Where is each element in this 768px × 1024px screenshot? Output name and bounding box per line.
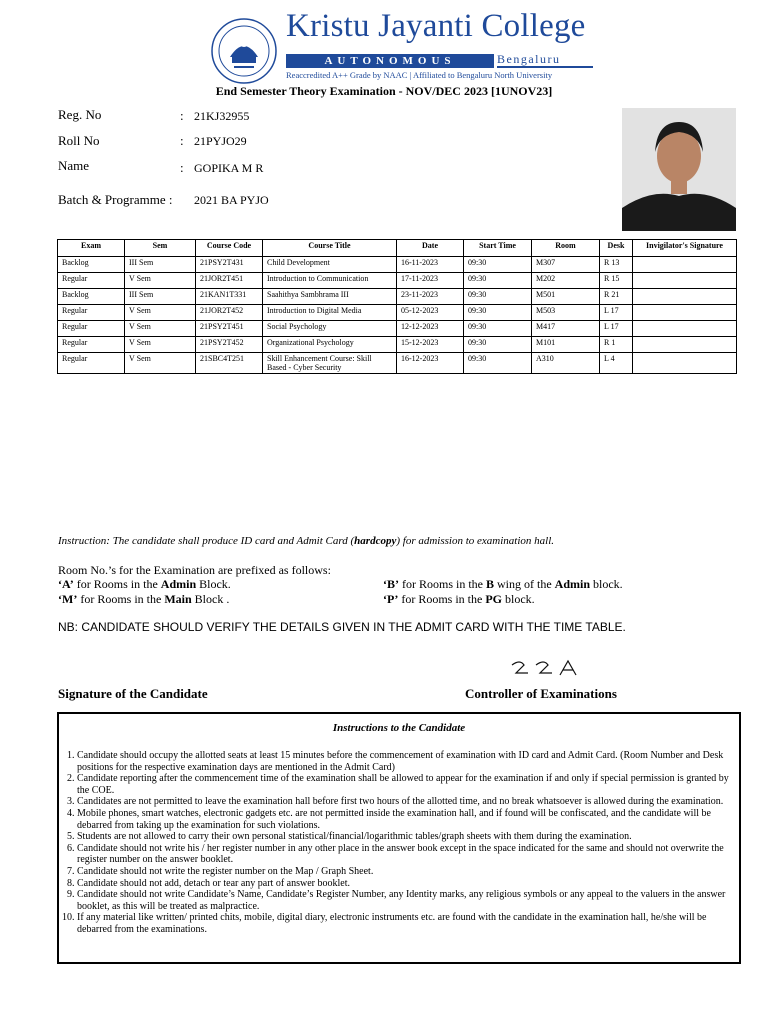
candidate-photo — [622, 108, 736, 231]
cell-course-title: Organizational Psychology — [263, 337, 397, 353]
room-text: block. — [502, 592, 535, 606]
candidate-signature-label: Signature of the Candidate — [58, 686, 208, 701]
exam-title: End Semester Theory Examination - NOV/DEC 2023 [1UNOV23] — [215, 84, 553, 98]
cell-invigilator-signature — [633, 305, 737, 321]
reg-no-value: 21KJ32955 — [194, 109, 250, 123]
exam-timetable — [57, 239, 737, 374]
table-row — [58, 273, 737, 289]
cell-exam: Regular — [58, 305, 125, 321]
cell-course-title: Saahithya Sambhrama III — [263, 289, 397, 305]
city-underline — [497, 66, 593, 68]
instruction-suffix: ) for admission to examination hall. — [396, 535, 555, 547]
cell-sem: III Sem — [125, 257, 196, 273]
cell-course-code: 21JOR2T451 — [196, 273, 263, 289]
col-room: Room — [532, 240, 600, 257]
controller-signature-label: Controller of Examinations — [465, 686, 617, 701]
instruction-prefix: Instruction: The candidate shall produce ID card and Admit Card ( — [58, 535, 355, 547]
cell-invigilator-signature — [633, 289, 737, 305]
admission-instruction — [58, 535, 554, 547]
cell-room: M101 — [532, 337, 600, 353]
cell-date: 17-11-2023 — [397, 273, 464, 289]
batch-value: 2021 BA PYJO — [194, 193, 269, 207]
table-row — [58, 321, 737, 337]
cell-date: 16-12-2023 — [397, 353, 464, 374]
instructions-title: Instructions to the Candidate — [332, 722, 466, 734]
cell-exam: Backlog — [58, 289, 125, 305]
cell-room: A310 — [532, 353, 600, 374]
list-item: 1. Candidate should occupy the allotted seats at least 15 minutes before the commencement of examination with ID card and Admit Card. (Room Number and Desk positions for the respective examination days are mentioned in the Admit Card) — [77, 750, 729, 773]
cell-course-title: Skill Enhancement Course: Skill Based - Cyber Security — [263, 353, 397, 374]
verification-note: NB: CANDIDATE SHOULD VERIFY THE DETAILS GIVEN IN THE ADMIT CARD WITH THE TIME TABLE. — [58, 620, 626, 634]
cell-course-code: 21PSY2T452 — [196, 337, 263, 353]
cell-course-title: Social Psychology — [263, 321, 397, 337]
list-item: 2. Candidate reporting after the commencement time of the examination shall be allowed to appear for the examination if and only if special permission is granted by the COE. — [77, 773, 729, 796]
room-block-name: PG — [485, 592, 502, 606]
cell-invigilator-signature — [633, 353, 737, 374]
col-course-code: Course Code — [196, 240, 263, 257]
cell-desk: R 1 — [600, 337, 633, 353]
table-row — [58, 305, 737, 321]
table-row — [58, 353, 737, 374]
cell-start-time: 09:30 — [464, 257, 532, 273]
controller-signature-mark — [508, 655, 588, 683]
cell-desk: L 17 — [600, 305, 633, 321]
cell-room: M501 — [532, 289, 600, 305]
cell-exam: Backlog — [58, 257, 125, 273]
name-label: Name — [58, 158, 90, 173]
cell-sem: V Sem — [125, 305, 196, 321]
room-text: block. — [590, 577, 623, 591]
cell-start-time: 09:30 — [464, 353, 532, 374]
cell-invigilator-signature — [633, 337, 737, 353]
col-sem: Sem — [125, 240, 196, 257]
batch-label: Batch & Programme : — [58, 192, 173, 207]
cell-course-code: 21SBC4T251 — [196, 353, 263, 374]
cell-sem: V Sem — [125, 353, 196, 374]
list-item: 7. Candidate should not write the register number on the Map / Graph Sheet. — [77, 866, 729, 878]
roll-no-colon: : — [180, 133, 184, 148]
list-item: 6. Candidate should not write his / her register number in any other place in the answer book except in the space indicated for the same and should not overwrite the register number on the answer booklet. — [77, 843, 729, 866]
cell-sem: III Sem — [125, 289, 196, 305]
cell-start-time: 09:30 — [464, 273, 532, 289]
list-item: 8. Candidate should not add, detach or tear any part of answer booklet. — [77, 878, 729, 890]
cell-desk: R 13 — [600, 257, 633, 273]
cell-exam: Regular — [58, 321, 125, 337]
cell-start-time: 09:30 — [464, 305, 532, 321]
name-value: GOPIKA M R — [194, 161, 264, 175]
room-wing-name: B — [486, 577, 495, 591]
cell-course-code: 21PSY2T431 — [196, 257, 263, 273]
cell-room: M417 — [532, 321, 600, 337]
room-code-p: ‘P’ — [383, 592, 399, 606]
cell-course-code: 21JOR2T452 — [196, 305, 263, 321]
reg-no-label: Reg. No — [58, 107, 102, 122]
table-row — [58, 289, 737, 305]
list-item: 10. If any material like written/ printed chits, mobile, digital diary, electronic instruments etc. are found with the candidate in the examination hall, he/she will be debarred from the examinations. — [77, 912, 729, 935]
list-item: 3. Candidates are not permitted to leave the examination hall before first two hours of the allotted time, and no break whatsoever is allowed during the examination. — [77, 796, 729, 808]
cell-start-time: 09:30 — [464, 321, 532, 337]
cell-date: 15-12-2023 — [397, 337, 464, 353]
room-text: for Rooms in the — [398, 592, 486, 606]
cell-course-title: Child Development — [263, 257, 397, 273]
room-prefix-p — [383, 592, 535, 607]
col-exam: Exam — [58, 240, 125, 257]
room-block-name: Main — [164, 592, 192, 606]
roll-no-value: 21PYJO29 — [194, 134, 247, 148]
cell-desk: L 4 — [600, 353, 633, 374]
cell-exam: Regular — [58, 337, 125, 353]
list-item: 4. Mobile phones, smart watches, electronic gadgets etc. are not permitted inside the examination hall, and if found will be confiscated, and the candidate will be debarred from taking up the examination for such violations. — [77, 808, 729, 831]
cell-start-time: 09:30 — [464, 289, 532, 305]
cell-desk: L 17 — [600, 321, 633, 337]
cell-date: 05-12-2023 — [397, 305, 464, 321]
cell-desk: R 21 — [600, 289, 633, 305]
col-invigilator-signature: Invigilator's Signature — [633, 240, 737, 257]
table-row — [58, 337, 737, 353]
table-row — [58, 257, 737, 273]
list-item: 5. Students are not allowed to carry their own personal statistical/financial/logarithmic tables/graph sheets with them during the examination. — [77, 831, 729, 843]
room-code-a: ‘A’ — [58, 577, 74, 591]
room-block-name: Admin — [554, 577, 591, 591]
col-desk: Desk — [600, 240, 633, 257]
cell-room: M202 — [532, 273, 600, 289]
rooms-intro: Room No.’s for the Examination are prefixed as follows: — [58, 563, 331, 577]
cell-sem: V Sem — [125, 321, 196, 337]
autonomous-banner: AUTONOMOUS — [286, 54, 494, 68]
accreditation-line: Reaccredited A++ Grade by NAAC | Affiliated to Bengaluru North University — [286, 70, 553, 80]
cell-course-title: Introduction to Communication — [263, 273, 397, 289]
timetable-header-row — [58, 240, 737, 257]
cell-desk: R 15 — [600, 273, 633, 289]
room-block-name: Admin — [160, 577, 197, 591]
cell-date: 12-12-2023 — [397, 321, 464, 337]
cell-date: 23-11-2023 — [397, 289, 464, 305]
cell-room: M307 — [532, 257, 600, 273]
cell-date: 16-11-2023 — [397, 257, 464, 273]
cell-invigilator-signature — [633, 273, 737, 289]
instruction-hardcopy: hardcopy — [354, 535, 397, 547]
college-city: Bengaluru — [497, 52, 561, 66]
room-text: wing of the — [494, 577, 555, 591]
room-text: for Rooms in the — [77, 592, 165, 606]
cell-exam: Regular — [58, 273, 125, 289]
room-text: for Rooms in the — [399, 577, 486, 591]
cell-sem: V Sem — [125, 337, 196, 353]
cell-course-title: Introduction to Digital Media — [263, 305, 397, 321]
col-course-title: Course Title — [263, 240, 397, 257]
roll-no-label: Roll No — [58, 133, 100, 148]
cell-sem: V Sem — [125, 273, 196, 289]
instructions-box — [57, 712, 741, 964]
col-date: Date — [397, 240, 464, 257]
cell-invigilator-signature — [633, 321, 737, 337]
cell-course-code: 21PSY2T451 — [196, 321, 263, 337]
instructions-list — [65, 750, 729, 936]
cell-exam: Regular — [58, 353, 125, 374]
cell-room: M503 — [532, 305, 600, 321]
college-name: Kristu Jayanti College — [286, 8, 586, 44]
room-prefix-a — [58, 577, 231, 592]
college-logo — [210, 17, 278, 85]
room-text: for Rooms in the — [73, 577, 161, 591]
cell-invigilator-signature — [633, 257, 737, 273]
cell-start-time: 09:30 — [464, 337, 532, 353]
list-item: 9. Candidate should not write Candidate’s Name, Candidate’s Register Number, any Identity marks, any religious symbols or any appeal to the valuers in the answer booklet, as this will be treated as malpractice. — [77, 889, 729, 912]
reg-no-colon: : — [180, 108, 184, 123]
room-prefix-b — [383, 577, 623, 592]
name-colon: : — [180, 160, 184, 175]
room-code-m: ‘M’ — [58, 592, 78, 606]
room-text: Block . — [191, 592, 230, 606]
col-start-time: Start Time — [464, 240, 532, 257]
room-code-b: ‘B’ — [383, 577, 399, 591]
room-text: Block. — [196, 577, 231, 591]
room-prefix-m — [58, 592, 229, 607]
cell-course-code: 21KAN1T331 — [196, 289, 263, 305]
